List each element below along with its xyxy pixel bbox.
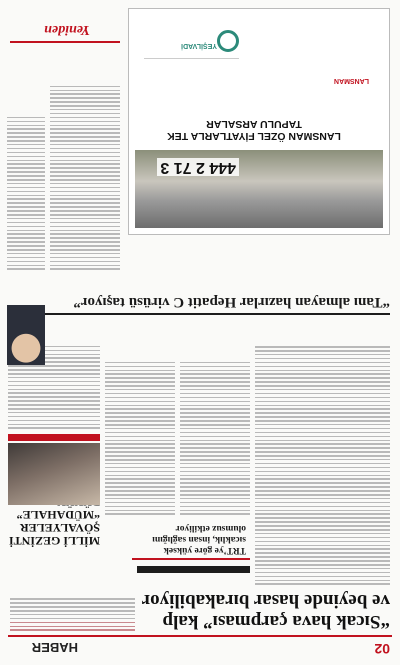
ad-logo xyxy=(144,30,239,59)
portrait-photo xyxy=(7,305,45,365)
sidebar-headline: MİLLİ GEZİNTİ ŞÖVALYELER “MÜDAHALE” xyxy=(8,508,100,548)
masthead-logo: Yeniden xyxy=(44,22,90,37)
page-number: 02 xyxy=(374,641,390,657)
lead-subhead: TRT’ye göre yüksek sıcaklık, insan sağlığını olumsuz etkiliyor xyxy=(152,523,246,555)
logo-ring-icon xyxy=(217,30,239,52)
lead-subhead-box xyxy=(132,519,250,560)
second-body-column-1 xyxy=(50,45,120,270)
lead-body-column-2 xyxy=(180,330,250,515)
sidebar-photo-caption-bar xyxy=(8,434,100,441)
masthead-rule xyxy=(10,41,120,43)
lead-intro-text xyxy=(10,583,135,631)
ad-brand: LANSMAN xyxy=(334,77,369,84)
lead-body-column-1 xyxy=(255,330,390,585)
second-body-column-2 xyxy=(7,45,45,270)
section-label: HABER xyxy=(31,640,78,655)
lead-body-column-3 xyxy=(105,330,175,515)
ad-logo-text: YEŞİLVADİ xyxy=(181,42,217,49)
ad-title: LANSMAN ÖZEL FİYATLARLA TEK TAPULU ARSALAR xyxy=(167,118,341,142)
ad-phone-number: 444 2 71 3 xyxy=(157,158,239,176)
real-estate-advertisement xyxy=(128,8,390,235)
lead-headline: “Sıcak hava çarpması” kalp ve beyinde hasar bırakabiliyor xyxy=(141,590,390,632)
quote-bar xyxy=(137,566,250,573)
sidebar-photo xyxy=(8,443,100,505)
second-headline: “Tanı almayan hazırlar Hepatit C virüsü taşıyor” xyxy=(10,293,390,315)
